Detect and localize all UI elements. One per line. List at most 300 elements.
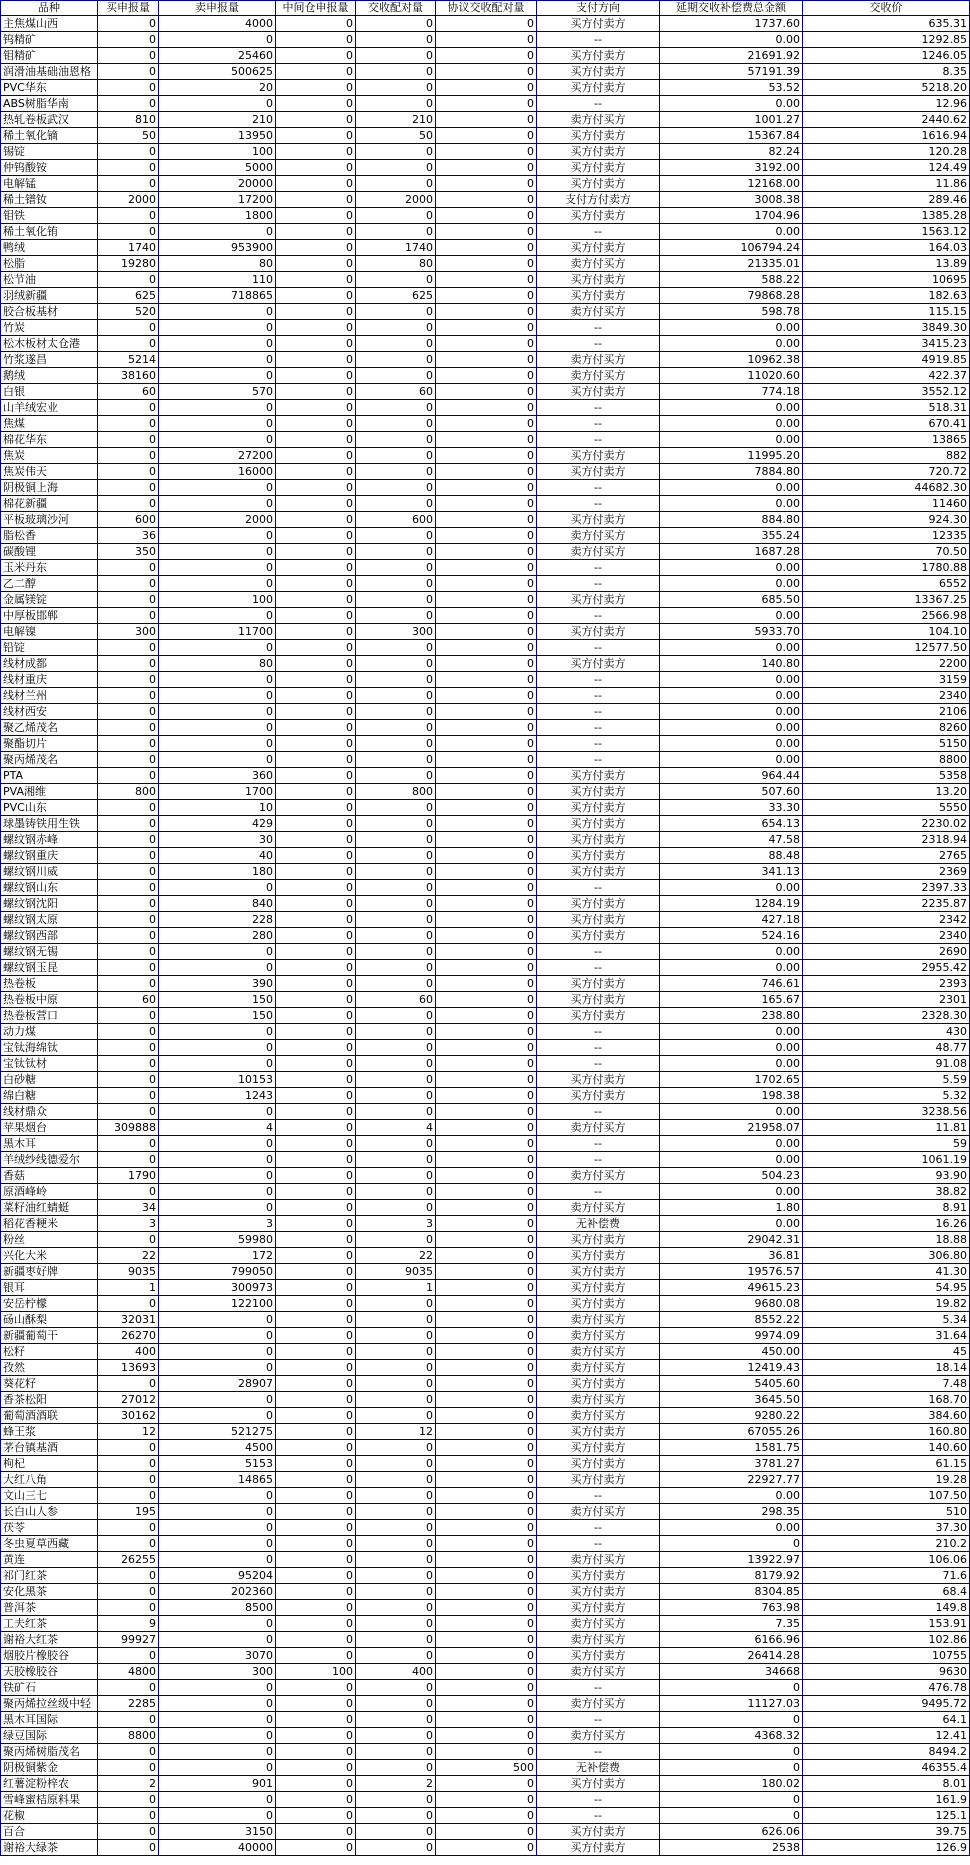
table-row: [1, 1840, 970, 1856]
delivery-price-cell: 1780.88: [803, 560, 970, 576]
delivery-price-cell: 93.90: [803, 1168, 970, 1184]
matched-qty-cell: 22: [356, 1248, 436, 1264]
delivery-price-cell: 1563.12: [803, 224, 970, 240]
buy-qty-cell: 800: [98, 784, 159, 800]
middle-warehouse-qty-cell: 0: [276, 560, 356, 576]
product-name-cell: 大红八角: [1, 1472, 98, 1488]
table-row: [1, 1248, 970, 1264]
buy-qty-cell: 0: [98, 320, 159, 336]
agreement-matched-qty-cell: 0: [436, 1536, 537, 1552]
agreement-matched-qty-cell: 0: [436, 544, 537, 560]
matched-qty-cell: 0: [356, 1040, 436, 1056]
matched-qty-cell: 0: [356, 768, 436, 784]
middle-warehouse-qty-cell: 0: [276, 1728, 356, 1744]
payment-direction-cell: 买方付卖方: [537, 1840, 660, 1856]
table-row: [1, 784, 970, 800]
sell-qty-cell: 799050: [159, 1264, 276, 1280]
compensation-amount-cell: 9280.22: [660, 1408, 803, 1424]
delivery-price-cell: 384.60: [803, 1408, 970, 1424]
delivery-price-cell: 125.1: [803, 1808, 970, 1824]
buy-qty-cell: 1790: [98, 1168, 159, 1184]
payment-direction-cell: 买方付卖方: [537, 1440, 660, 1456]
agreement-matched-qty-cell: 0: [436, 1808, 537, 1824]
delivery-price-cell: 124.49: [803, 160, 970, 176]
agreement-matched-qty-cell: 0: [436, 1424, 537, 1440]
agreement-matched-qty-cell: 0: [436, 1456, 537, 1472]
matched-qty-cell: 0: [356, 1168, 436, 1184]
payment-direction-cell: 买方付卖方: [537, 592, 660, 608]
sell-qty-cell: 0: [159, 1504, 276, 1520]
delivery-price-cell: 924.30: [803, 512, 970, 528]
buy-qty-cell: 0: [98, 720, 159, 736]
matched-qty-cell: 0: [356, 48, 436, 64]
sell-qty-cell: 0: [159, 1696, 276, 1712]
table-row: [1, 1040, 970, 1056]
buy-qty-cell: 0: [98, 1024, 159, 1040]
table-row: [1, 64, 970, 80]
compensation-amount-cell: 22927.77: [660, 1472, 803, 1488]
payment-direction-cell: --: [537, 576, 660, 592]
buy-qty-cell: 13693: [98, 1360, 159, 1376]
sell-qty-cell: 25460: [159, 48, 276, 64]
sell-qty-cell: 0: [159, 1312, 276, 1328]
payment-direction-cell: 买方付卖方: [537, 992, 660, 1008]
delivery-price-cell: 59: [803, 1136, 970, 1152]
product-name-cell: 茅台镇基酒: [1, 1440, 98, 1456]
product-name-cell: 羽绒新疆: [1, 288, 98, 304]
table-row: [1, 640, 970, 656]
matched-qty-cell: 0: [356, 912, 436, 928]
agreement-matched-qty-cell: 0: [436, 912, 537, 928]
buy-qty-cell: 0: [98, 1376, 159, 1392]
compensation-amount-cell: 57191.39: [660, 64, 803, 80]
agreement-matched-qty-cell: 0: [436, 1440, 537, 1456]
compensation-amount-cell: 341.13: [660, 864, 803, 880]
sell-qty-cell: 0: [159, 1024, 276, 1040]
middle-warehouse-qty-cell: 0: [276, 32, 356, 48]
matched-qty-cell: 0: [356, 1200, 436, 1216]
matched-qty-cell: 0: [356, 1504, 436, 1520]
product-name-cell: 谢裕大红茶: [1, 1632, 98, 1648]
middle-warehouse-qty-cell: 0: [276, 256, 356, 272]
buy-qty-cell: 0: [98, 1472, 159, 1488]
buy-qty-cell: 0: [98, 592, 159, 608]
delivery-price-cell: 289.46: [803, 192, 970, 208]
table-row: [1, 1328, 970, 1344]
delivery-price-cell: 2690: [803, 944, 970, 960]
delivery-price-cell: 8.01: [803, 1776, 970, 1792]
sell-qty-cell: 0: [159, 416, 276, 432]
table-row: [1, 464, 970, 480]
table-row: [1, 1600, 970, 1616]
matched-qty-cell: 0: [356, 1344, 436, 1360]
middle-warehouse-qty-cell: 0: [276, 496, 356, 512]
buy-qty-cell: 60: [98, 384, 159, 400]
payment-direction-cell: 买方付卖方: [537, 1776, 660, 1792]
agreement-matched-qty-cell: 0: [436, 592, 537, 608]
payment-direction-cell: --: [537, 752, 660, 768]
matched-qty-cell: 0: [356, 928, 436, 944]
payment-direction-cell: --: [537, 1792, 660, 1808]
middle-warehouse-qty-cell: 0: [276, 656, 356, 672]
buy-qty-cell: 0: [98, 1456, 159, 1472]
middle-warehouse-qty-cell: 0: [276, 1616, 356, 1632]
compensation-amount-cell: 0.00: [660, 1056, 803, 1072]
matched-qty-cell: 0: [356, 304, 436, 320]
delivery-price-cell: 39.75: [803, 1824, 970, 1840]
middle-warehouse-qty-cell: 0: [276, 1760, 356, 1776]
agreement-matched-qty-cell: 0: [436, 336, 537, 352]
sell-qty-cell: 0: [159, 1760, 276, 1776]
matched-qty-cell: 0: [356, 800, 436, 816]
middle-warehouse-qty-cell: 0: [276, 1648, 356, 1664]
matched-qty-cell: 0: [356, 560, 436, 576]
middle-warehouse-qty-cell: 0: [276, 1056, 356, 1072]
column-header: 品种: [1, 1, 98, 16]
product-name-cell: 聚丙烯茂名: [1, 752, 98, 768]
buy-qty-cell: 5214: [98, 352, 159, 368]
compensation-amount-cell: 3008.38: [660, 192, 803, 208]
agreement-matched-qty-cell: 0: [436, 352, 537, 368]
middle-warehouse-qty-cell: 0: [276, 1280, 356, 1296]
table-row: [1, 112, 970, 128]
product-name-cell: 花椒: [1, 1808, 98, 1824]
table-row: [1, 96, 970, 112]
sell-qty-cell: 0: [159, 1744, 276, 1760]
agreement-matched-qty-cell: 0: [436, 208, 537, 224]
matched-qty-cell: 0: [356, 1312, 436, 1328]
compensation-amount-cell: 884.80: [660, 512, 803, 528]
middle-warehouse-qty-cell: 0: [276, 528, 356, 544]
agreement-matched-qty-cell: 0: [436, 480, 537, 496]
delivery-price-cell: 635.31: [803, 16, 970, 32]
compensation-amount-cell: 0.00: [660, 704, 803, 720]
payment-direction-cell: 买方付卖方: [537, 1456, 660, 1472]
product-name-cell: 钨精矿: [1, 32, 98, 48]
product-name-cell: 螺纹钢川威: [1, 864, 98, 880]
sell-qty-cell: 0: [159, 32, 276, 48]
middle-warehouse-qty-cell: 0: [276, 1792, 356, 1808]
product-name-cell: 焦煤: [1, 416, 98, 432]
product-name-cell: 聚酯切片: [1, 736, 98, 752]
product-name-cell: 线材兰州: [1, 688, 98, 704]
table-row: [1, 480, 970, 496]
compensation-amount-cell: 8552.22: [660, 1312, 803, 1328]
sell-qty-cell: 0: [159, 432, 276, 448]
compensation-amount-cell: 9680.08: [660, 1296, 803, 1312]
product-name-cell: 工夫红茶: [1, 1616, 98, 1632]
sell-qty-cell: 0: [159, 1344, 276, 1360]
matched-qty-cell: 0: [356, 320, 436, 336]
delivery-price-cell: 182.63: [803, 288, 970, 304]
middle-warehouse-qty-cell: 0: [276, 160, 356, 176]
matched-qty-cell: 0: [356, 896, 436, 912]
middle-warehouse-qty-cell: 0: [276, 1296, 356, 1312]
agreement-matched-qty-cell: 0: [436, 1344, 537, 1360]
product-name-cell: 绿豆国际: [1, 1728, 98, 1744]
payment-direction-cell: 买方付卖方: [537, 1264, 660, 1280]
sell-qty-cell: 20: [159, 80, 276, 96]
matched-qty-cell: 0: [356, 1584, 436, 1600]
compensation-amount-cell: 34668: [660, 1664, 803, 1680]
buy-qty-cell: 60: [98, 992, 159, 1008]
payment-direction-cell: 买方付卖方: [537, 272, 660, 288]
payment-direction-cell: --: [537, 1152, 660, 1168]
product-name-cell: 稀土氧化镝: [1, 128, 98, 144]
buy-qty-cell: 99927: [98, 1632, 159, 1648]
payment-direction-cell: 买方付卖方: [537, 864, 660, 880]
product-name-cell: 热轧卷板武汉: [1, 112, 98, 128]
matched-qty-cell: 0: [356, 416, 436, 432]
buy-qty-cell: 0: [98, 224, 159, 240]
compensation-amount-cell: 0.00: [660, 1104, 803, 1120]
table-row: [1, 1776, 970, 1792]
agreement-matched-qty-cell: 0: [436, 240, 537, 256]
compensation-amount-cell: 0.00: [660, 560, 803, 576]
payment-direction-cell: --: [537, 320, 660, 336]
table-row: [1, 608, 970, 624]
agreement-matched-qty-cell: 0: [436, 1408, 537, 1424]
delivery-price-cell: 46355.4: [803, 1760, 970, 1776]
delivery-price-cell: 5.32: [803, 1088, 970, 1104]
delivery-price-cell: 45: [803, 1344, 970, 1360]
middle-warehouse-qty-cell: 0: [276, 1200, 356, 1216]
table-row: [1, 1360, 970, 1376]
sell-qty-cell: 122100: [159, 1296, 276, 1312]
compensation-amount-cell: 47.58: [660, 832, 803, 848]
buy-qty-cell: 0: [98, 608, 159, 624]
compensation-amount-cell: 450.00: [660, 1344, 803, 1360]
buy-qty-cell: 0: [98, 144, 159, 160]
delivery-price-cell: 2106: [803, 704, 970, 720]
sell-qty-cell: 0: [159, 640, 276, 656]
agreement-matched-qty-cell: 0: [436, 880, 537, 896]
product-name-cell: 松籽: [1, 1344, 98, 1360]
agreement-matched-qty-cell: 0: [436, 624, 537, 640]
middle-warehouse-qty-cell: 0: [276, 1584, 356, 1600]
table-row: [1, 1792, 970, 1808]
sell-qty-cell: 0: [159, 1168, 276, 1184]
product-name-cell: 银耳: [1, 1280, 98, 1296]
compensation-amount-cell: 0.00: [660, 1184, 803, 1200]
delivery-price-cell: 120.28: [803, 144, 970, 160]
compensation-amount-cell: 5405.60: [660, 1376, 803, 1392]
middle-warehouse-qty-cell: 0: [276, 1696, 356, 1712]
buy-qty-cell: 19280: [98, 256, 159, 272]
payment-direction-cell: --: [537, 560, 660, 576]
sell-qty-cell: 0: [159, 496, 276, 512]
buy-qty-cell: 0: [98, 1792, 159, 1808]
delivery-price-cell: 3552.12: [803, 384, 970, 400]
delivery-price-cell: 48.77: [803, 1040, 970, 1056]
sell-qty-cell: 14865: [159, 1472, 276, 1488]
agreement-matched-qty-cell: 0: [436, 1584, 537, 1600]
table-row: [1, 896, 970, 912]
buy-qty-cell: 0: [98, 48, 159, 64]
matched-qty-cell: 12: [356, 1424, 436, 1440]
table-row: [1, 160, 970, 176]
payment-direction-cell: --: [537, 960, 660, 976]
delivery-price-cell: 8800: [803, 752, 970, 768]
sell-qty-cell: 390: [159, 976, 276, 992]
table-row: [1, 352, 970, 368]
compensation-amount-cell: 36.81: [660, 1248, 803, 1264]
product-name-cell: PTA: [1, 768, 98, 784]
payment-direction-cell: 卖方付买方: [537, 1120, 660, 1136]
middle-warehouse-qty-cell: 0: [276, 1744, 356, 1760]
agreement-matched-qty-cell: 0: [436, 320, 537, 336]
product-name-cell: 文山三七: [1, 1488, 98, 1504]
compensation-amount-cell: 774.18: [660, 384, 803, 400]
sell-qty-cell: 0: [159, 960, 276, 976]
delivery-price-cell: 3849.30: [803, 320, 970, 336]
payment-direction-cell: 买方付卖方: [537, 768, 660, 784]
delivery-price-cell: 1061.19: [803, 1152, 970, 1168]
middle-warehouse-qty-cell: 0: [276, 1808, 356, 1824]
sell-qty-cell: 718865: [159, 288, 276, 304]
sell-qty-cell: 172: [159, 1248, 276, 1264]
compensation-amount-cell: 1581.75: [660, 1440, 803, 1456]
delivery-price-cell: 168.70: [803, 1392, 970, 1408]
matched-qty-cell: 0: [356, 704, 436, 720]
agreement-matched-qty-cell: 500: [436, 1760, 537, 1776]
buy-qty-cell: 0: [98, 64, 159, 80]
compensation-amount-cell: 0.00: [660, 320, 803, 336]
agreement-matched-qty-cell: 0: [436, 960, 537, 976]
payment-direction-cell: --: [537, 496, 660, 512]
payment-direction-cell: 买方付卖方: [537, 64, 660, 80]
compensation-amount-cell: 0.00: [660, 1040, 803, 1056]
compensation-amount-cell: 0: [660, 1792, 803, 1808]
buy-qty-cell: 0: [98, 960, 159, 976]
payment-direction-cell: 买方付卖方: [537, 832, 660, 848]
sell-qty-cell: 0: [159, 672, 276, 688]
buy-qty-cell: 2285: [98, 1696, 159, 1712]
table-row: [1, 1424, 970, 1440]
product-name-cell: 仲钨酸铵: [1, 160, 98, 176]
payment-direction-cell: 买方付卖方: [537, 784, 660, 800]
delivery-price-cell: 306.80: [803, 1248, 970, 1264]
table-row: [1, 1104, 970, 1120]
delivery-price-cell: 37.30: [803, 1520, 970, 1536]
table-row: [1, 672, 970, 688]
table-row: [1, 1568, 970, 1584]
product-name-cell: 白砂糖: [1, 1072, 98, 1088]
matched-qty-cell: 625: [356, 288, 436, 304]
sell-qty-cell: 3: [159, 1216, 276, 1232]
middle-warehouse-qty-cell: 0: [276, 464, 356, 480]
compensation-amount-cell: 6166.96: [660, 1632, 803, 1648]
column-header: 交收配对量: [356, 1, 436, 16]
product-name-cell: 菜籽油红蜻蜓: [1, 1200, 98, 1216]
agreement-matched-qty-cell: 0: [436, 464, 537, 480]
sell-qty-cell: 0: [159, 480, 276, 496]
sell-qty-cell: 4500: [159, 1440, 276, 1456]
delivery-price-cell: 160.80: [803, 1424, 970, 1440]
product-name-cell: 聚丙烯拉丝级中轻: [1, 1696, 98, 1712]
agreement-matched-qty-cell: 0: [436, 1568, 537, 1584]
agreement-matched-qty-cell: 0: [436, 928, 537, 944]
sell-qty-cell: 0: [159, 1792, 276, 1808]
agreement-matched-qty-cell: 0: [436, 1136, 537, 1152]
payment-direction-cell: 买方付卖方: [537, 1376, 660, 1392]
payment-direction-cell: 买方付卖方: [537, 128, 660, 144]
compensation-amount-cell: 19576.57: [660, 1264, 803, 1280]
payment-direction-cell: 卖方付买方: [537, 1696, 660, 1712]
middle-warehouse-qty-cell: 0: [276, 816, 356, 832]
delivery-price-cell: 12335: [803, 528, 970, 544]
table-row: [1, 992, 970, 1008]
table-row: [1, 704, 970, 720]
payment-direction-cell: --: [537, 1024, 660, 1040]
product-name-cell: 球墨铸铁用生铁: [1, 816, 98, 832]
matched-qty-cell: 4: [356, 1120, 436, 1136]
middle-warehouse-qty-cell: 0: [276, 608, 356, 624]
agreement-matched-qty-cell: 0: [436, 992, 537, 1008]
product-name-cell: 阴极铜紫金: [1, 1760, 98, 1776]
matched-qty-cell: 300: [356, 624, 436, 640]
product-name-cell: 平板玻璃沙河: [1, 512, 98, 528]
product-name-cell: 新疆葡萄干: [1, 1328, 98, 1344]
agreement-matched-qty-cell: 0: [436, 528, 537, 544]
table-row: [1, 1408, 970, 1424]
matched-qty-cell: 0: [356, 1744, 436, 1760]
product-name-cell: 安化黑茶: [1, 1584, 98, 1600]
buy-qty-cell: 0: [98, 400, 159, 416]
middle-warehouse-qty-cell: 0: [276, 1136, 356, 1152]
table-row: [1, 1152, 970, 1168]
product-name-cell: 羊绒纱线德爱尔: [1, 1152, 98, 1168]
product-name-cell: 稀土氧化铕: [1, 224, 98, 240]
product-name-cell: 焦炭伟天: [1, 464, 98, 480]
sell-qty-cell: 0: [159, 304, 276, 320]
delivery-price-cell: 8260: [803, 720, 970, 736]
buy-qty-cell: 2000: [98, 192, 159, 208]
table-row: [1, 1584, 970, 1600]
delivery-price-cell: 149.8: [803, 1600, 970, 1616]
sell-qty-cell: 0: [159, 224, 276, 240]
agreement-matched-qty-cell: 0: [436, 1488, 537, 1504]
compensation-amount-cell: 21335.01: [660, 256, 803, 272]
buy-qty-cell: 0: [98, 1440, 159, 1456]
matched-qty-cell: 0: [356, 1360, 436, 1376]
delivery-price-cell: 61.15: [803, 1456, 970, 1472]
agreement-matched-qty-cell: 0: [436, 272, 537, 288]
middle-warehouse-qty-cell: 0: [276, 944, 356, 960]
buy-qty-cell: 600: [98, 512, 159, 528]
sell-qty-cell: 0: [159, 1680, 276, 1696]
sell-qty-cell: 0: [159, 688, 276, 704]
buy-qty-cell: 350: [98, 544, 159, 560]
product-name-cell: 电解镍: [1, 624, 98, 640]
middle-warehouse-qty-cell: 0: [276, 1360, 356, 1376]
sell-qty-cell: 360: [159, 768, 276, 784]
payment-direction-cell: 卖方付买方: [537, 256, 660, 272]
table-row: [1, 656, 970, 672]
agreement-matched-qty-cell: 0: [436, 1168, 537, 1184]
middle-warehouse-qty-cell: 0: [276, 880, 356, 896]
column-header: 买申报量: [98, 1, 159, 16]
delivery-price-cell: 510: [803, 1504, 970, 1520]
buy-qty-cell: 810: [98, 112, 159, 128]
buy-qty-cell: 0: [98, 272, 159, 288]
middle-warehouse-qty-cell: 0: [276, 592, 356, 608]
matched-qty-cell: 0: [356, 656, 436, 672]
agreement-matched-qty-cell: 0: [436, 1248, 537, 1264]
table-row: [1, 1120, 970, 1136]
middle-warehouse-qty-cell: 0: [276, 1104, 356, 1120]
middle-warehouse-qty-cell: 0: [276, 1424, 356, 1440]
